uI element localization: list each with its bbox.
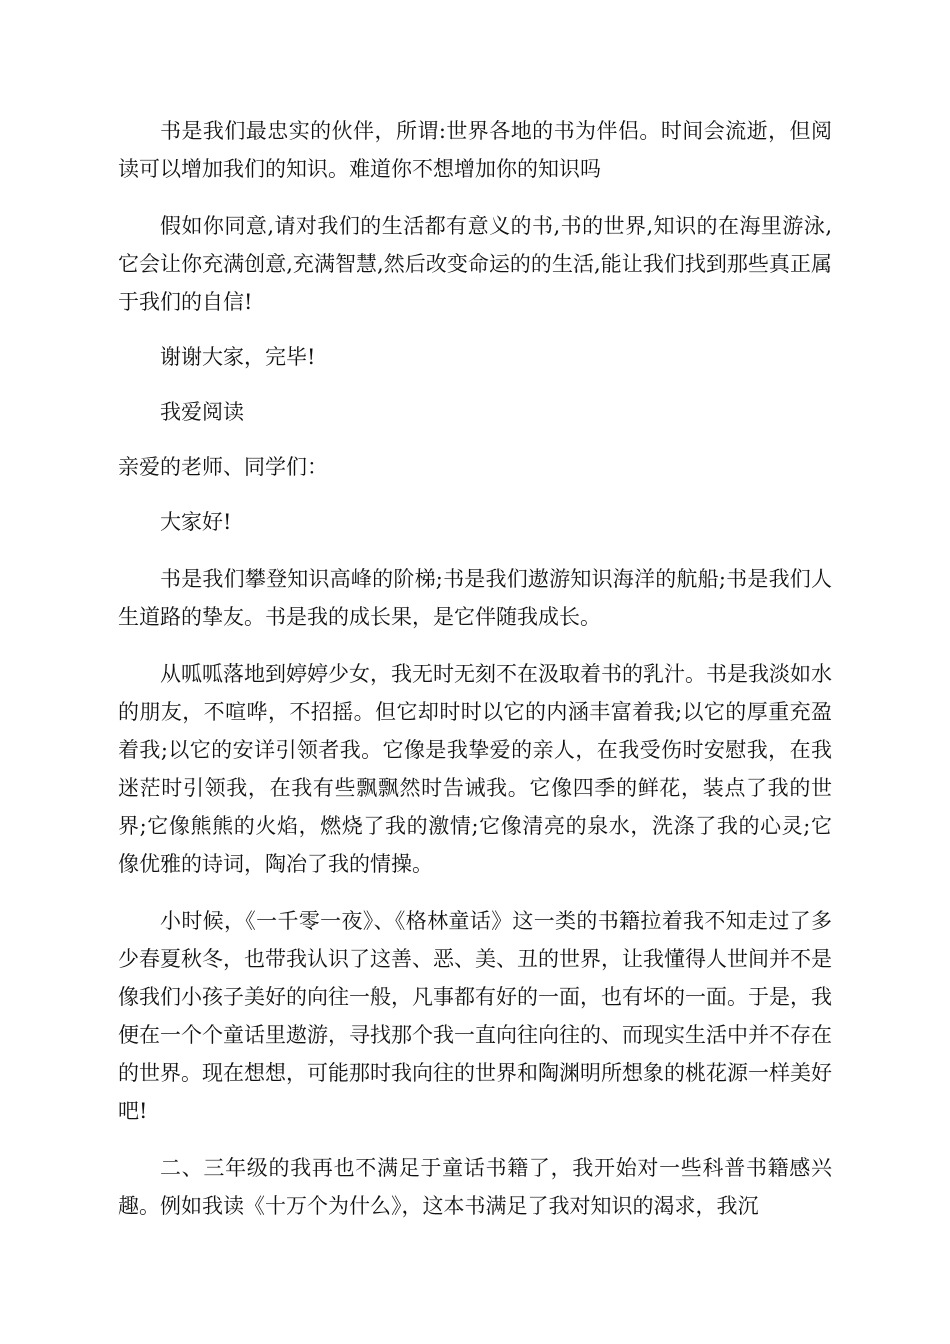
salutation: 亲爱的老师、同学们： [118,455,328,479]
paragraph-books-ladder: 书是我们攀登知识高峰的阶梯;书是我们遨游知识海洋的航船;书是我们人生道路的挚友。书是我的成长果，是它伴随我成长。 [118,567,832,629]
paragraph-science-books: 二、三年级的我再也不满足于童话书籍了，我开始对一些科普书籍感兴趣。例如我读《十万个为什么》，这本书满足了我对知识的渴求，我沉 [118,1156,832,1218]
paragraph-thanks: 谢谢大家，完毕! [160,345,316,369]
document-body [118,112,832,1225]
section-title-i-love-reading: 我爱阅读 [160,400,244,424]
paragraph-if-you-agree: 假如你同意,请对我们的生活都有意义的书,书的世界,知识的在海里游泳,它会让你充满创意,充满智慧,然后改变命运的的生活,能让我们找到那些真正属于我们的自信! [118,214,832,314]
paragraph-books-companion: 书是我们最忠实的伙伴，所谓:世界各地的书为伴侣。时间会流逝，但阅读可以增加我们的知识。难道你不想增加你的知识吗 [118,119,832,181]
paragraph-childhood-fairy-tales: 小时候，《一千零一夜》、《格林童话》这一类的书籍拉着我不知走过了多少春夏秋冬，也带我认识了这善、恶、美、丑的世界，让我懂得人世间并不是像我们小孩子美好的向往一般，凡事都有好的一面，也有坏的一面。于是，我便在一个个童话里遨游，寻找那个我一直向往向往的、而现实生活中并不存在的世界。现在想想，可能那时我向往的世界和陶渊明所想象的桃花源一样美好吧! [118,909,832,1123]
greeting: 大家好! [160,510,232,534]
paragraph-growing-up: 从呱呱落地到婷婷少女，我无时无刻不在汲取着书的乳汁。书是我淡如水的朋友，不喧哗，不招摇。但它却时时以它的内涵丰富着我;以它的厚重充盈着我;以它的安详引领者我。它像是我挚爱的亲人，在我受伤时安慰我，在我迷茫时引领我，在我有些飘飘然时告诫我。它像四季的鲜花，装点了我的世界;它像熊熊的火焰，燃烧了我的激情;它像清亮的泉水，洗涤了我的心灵;它像优雅的诗词，陶冶了我的情操。 [118,662,832,876]
